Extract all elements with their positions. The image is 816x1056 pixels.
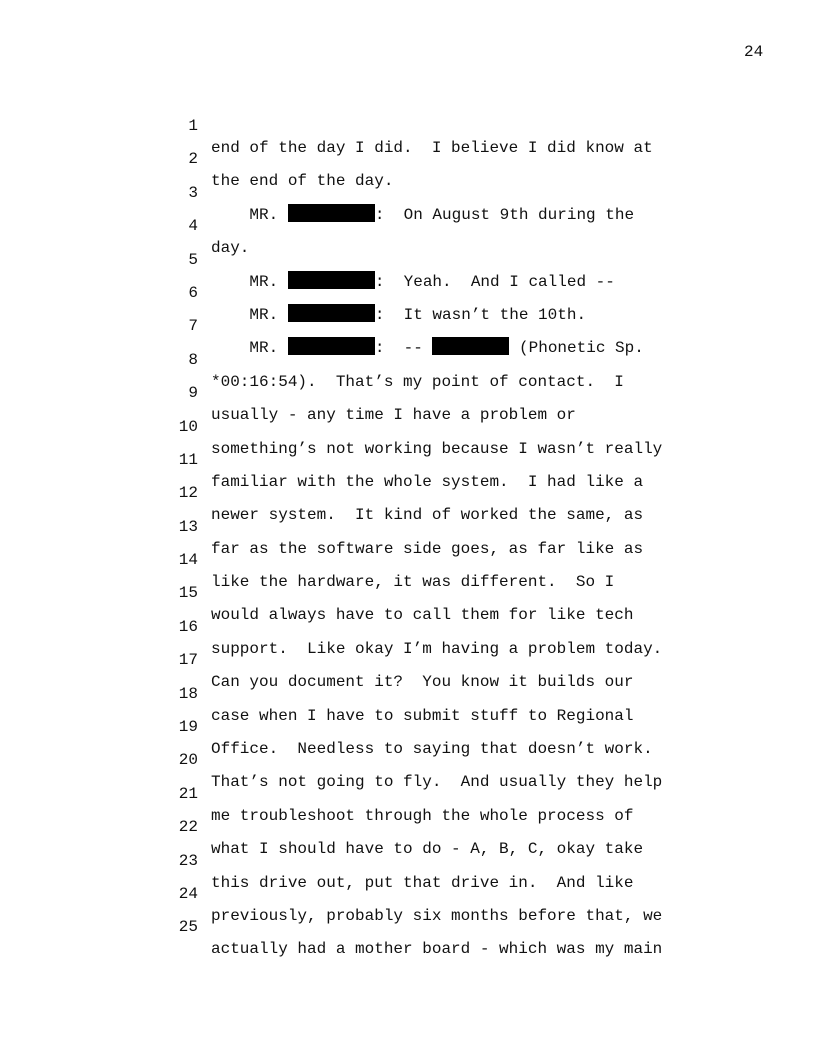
speech-text: : --	[374, 339, 433, 358]
redacted-speaker-name	[288, 204, 375, 222]
transcript-body	[170, 93, 663, 959]
redacted-contact-name	[432, 337, 509, 355]
line-text: this drive out, put that drive in. And like	[211, 873, 634, 892]
line-text: what I should have to do - A, B, C, okay take	[211, 840, 644, 859]
line-text: actually had a mother board - which was my main	[211, 940, 663, 959]
speaker-prefix: MR.	[211, 272, 288, 291]
page-number: 24	[744, 43, 764, 61]
line-number: 24	[178, 884, 198, 903]
line-text: case when I have to submit stuff to Regional	[211, 706, 634, 725]
line-number: 18	[178, 684, 198, 703]
line-text: would always have to call them for like tech	[211, 606, 634, 625]
line-text: like the hardware, it was different. So I	[211, 573, 615, 592]
line-number: 21	[178, 784, 198, 803]
line-number: 17	[178, 651, 198, 670]
speaker-prefix: MR.	[211, 305, 288, 324]
line-text: end of the day I did. I believe I did know at	[211, 139, 653, 157]
line-number: 10	[178, 417, 198, 436]
line-text: *00:16:54). That’s my point of contact. I	[211, 372, 624, 391]
line-number: 3	[188, 183, 198, 202]
line-number: 22	[178, 818, 198, 837]
transcript-line	[170, 126, 394, 191]
line-text: usually - any time I have a problem or	[211, 406, 576, 425]
line-text: previously, probably six months before that, we	[211, 906, 663, 925]
line-text: me troubleshoot through the whole process of	[211, 806, 634, 825]
speech-text: (Phonetic Sp.	[509, 339, 644, 358]
line-number: 9	[188, 384, 198, 403]
speech-text: : It wasn’t the 10th.	[374, 305, 587, 324]
line-number: 5	[188, 250, 198, 269]
line-text: support. Like okay I’m having a problem today.	[211, 639, 663, 658]
line-number: 23	[178, 851, 198, 870]
line-text: newer system. It kind of worked the same, as	[211, 506, 644, 525]
line-text: Can you document it? You know it builds our	[211, 673, 634, 692]
redacted-speaker-name	[288, 304, 375, 322]
line-number: 16	[178, 617, 198, 636]
line-number: 7	[188, 317, 198, 336]
line-number: 15	[178, 584, 198, 603]
speaker-prefix: MR.	[211, 205, 288, 224]
line-number: 20	[178, 751, 198, 770]
line-text: far as the software side goes, as far like as	[211, 539, 644, 558]
line-number: 13	[178, 517, 198, 536]
line-number: 14	[178, 551, 198, 570]
speaker-prefix: MR.	[211, 339, 288, 358]
line-number: 25	[178, 918, 198, 937]
line-text	[211, 304, 586, 326]
line-text: familiar with the whole system. I had like a	[211, 472, 644, 491]
redacted-speaker-name	[288, 271, 375, 289]
line-number: 4	[188, 217, 198, 236]
line-text: That’s not going to fly. And usually they help	[211, 773, 663, 792]
line-text	[211, 337, 644, 359]
line-number: 1	[188, 117, 198, 135]
line-number: 2	[188, 150, 198, 169]
line-text	[211, 271, 615, 293]
transcript-line	[170, 93, 653, 157]
speech-text: : On August 9th during the	[374, 205, 635, 224]
line-text: Office. Needless to saying that doesn’t work.	[211, 740, 653, 759]
line-number: 19	[178, 718, 198, 737]
speech-text: : Yeah. And I called --	[374, 272, 615, 291]
line-text: the end of the day.	[211, 172, 394, 191]
line-text: day.	[211, 239, 250, 258]
line-number: 11	[178, 450, 198, 469]
line-number: 12	[178, 484, 198, 503]
redacted-speaker-name	[288, 337, 375, 355]
line-text: something’s not working because I wasn’t really	[211, 439, 663, 458]
line-text	[211, 204, 634, 226]
line-number: 8	[188, 350, 198, 369]
line-number: 6	[188, 283, 198, 302]
